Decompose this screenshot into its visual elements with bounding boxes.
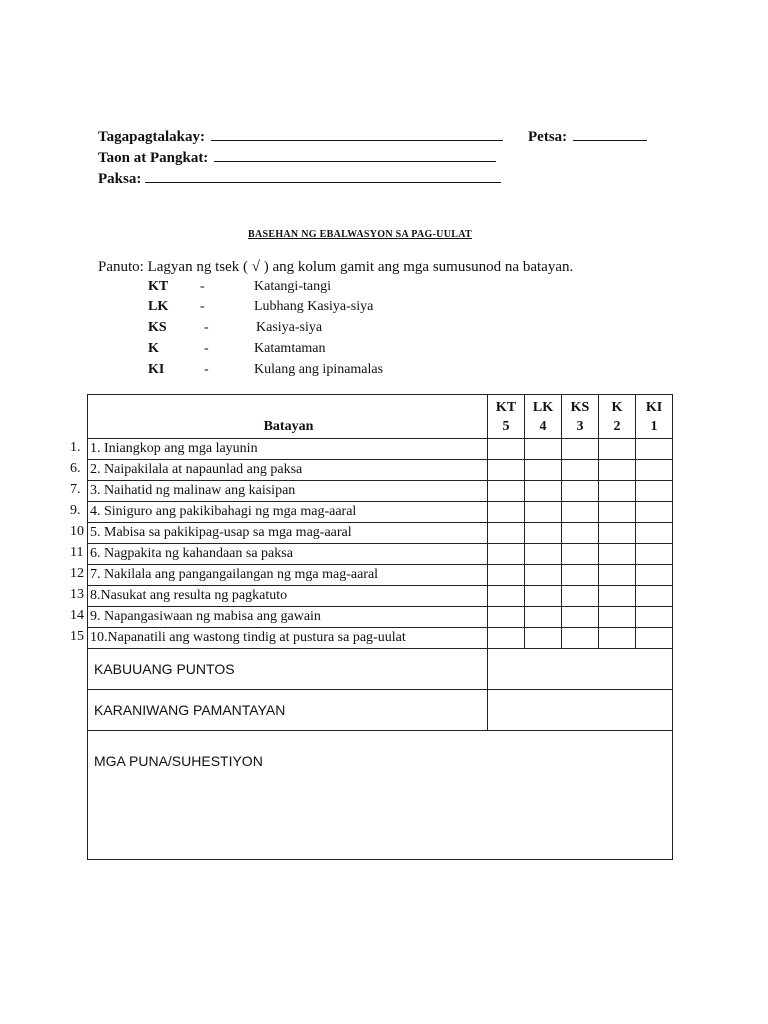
score-cell[interactable]: [525, 523, 562, 544]
remarks-label: MGA PUNA/SUHESTIYON: [94, 753, 263, 769]
row-number: 12: [70, 566, 84, 581]
year-section-field: [98, 149, 496, 167]
average-row: [88, 690, 673, 731]
score-cell[interactable]: [488, 502, 525, 523]
score-cell[interactable]: [488, 460, 525, 481]
row-number: 1.: [70, 440, 81, 455]
score-cell[interactable]: [636, 586, 673, 607]
score-cell[interactable]: [488, 439, 525, 460]
criterion-text: 9. Napangasiwaan ng mabisa ang gawain: [90, 609, 321, 624]
table-row: [88, 628, 673, 649]
criterion-text: 5. Mabisa sa pakikipag-usap sa mga mag-aaral: [90, 525, 352, 540]
presenter-label: Tagapagtalakay:: [98, 129, 205, 145]
total-label: KABUUANG PUNTOS: [88, 649, 488, 690]
score-cell[interactable]: [599, 523, 636, 544]
score-cell[interactable]: [562, 523, 599, 544]
date-field: [528, 128, 647, 146]
score-cell[interactable]: [562, 460, 599, 481]
table-row: [88, 607, 673, 628]
table-header-row: [88, 395, 673, 439]
score-cell[interactable]: [488, 544, 525, 565]
date-blank[interactable]: [573, 128, 647, 141]
score-cell[interactable]: [525, 502, 562, 523]
score-header-ki: KI 1: [636, 395, 673, 439]
row-number: 7.: [70, 482, 81, 497]
score-cell[interactable]: [525, 481, 562, 502]
criterion-text: 8.Nasukat ang resulta ng pagkatuto: [90, 588, 288, 603]
row-number: 15: [70, 629, 84, 644]
row-number: 6.: [70, 461, 81, 476]
year-section-label: Taon at Pangkat:: [98, 150, 209, 166]
table-row: [88, 439, 673, 460]
criterion-text: 7. Nakilala ang pangangailangan ng mga mag-aaral: [90, 567, 379, 582]
table-row: [88, 523, 673, 544]
topic-blank[interactable]: [145, 170, 501, 183]
row-number: 13: [70, 587, 84, 602]
score-cell[interactable]: [636, 481, 673, 502]
score-cell[interactable]: [636, 565, 673, 586]
score-cell[interactable]: [636, 502, 673, 523]
score-cell[interactable]: [599, 586, 636, 607]
row-number: 14: [70, 608, 84, 623]
criterion-text: 3. Naihatid ng malinaw ang kaisipan: [90, 483, 296, 498]
evaluation-table: [70, 394, 673, 860]
score-cell[interactable]: [599, 607, 636, 628]
score-cell[interactable]: [562, 481, 599, 502]
total-row: [88, 649, 673, 690]
score-cell[interactable]: [599, 565, 636, 586]
score-cell[interactable]: [599, 460, 636, 481]
score-cell[interactable]: [599, 544, 636, 565]
table-row: [88, 544, 673, 565]
score-cell[interactable]: [525, 460, 562, 481]
row-number: 11: [70, 545, 84, 560]
score-cell[interactable]: [525, 565, 562, 586]
average-value-cell[interactable]: [488, 690, 673, 731]
criterion-text: 2. Naipakilala at napaunlad ang paksa: [90, 462, 303, 477]
table-row: [88, 565, 673, 586]
score-cell[interactable]: [525, 607, 562, 628]
score-cell[interactable]: [562, 586, 599, 607]
score-cell[interactable]: [562, 502, 599, 523]
criterion-text: 1. Iniangkop ang mga layunin: [90, 441, 258, 456]
row-number: 9.: [70, 503, 81, 518]
topic-label: Paksa:: [98, 171, 142, 187]
criteria-header: Batayan: [88, 395, 488, 439]
score-cell[interactable]: [562, 439, 599, 460]
date-label: Petsa:: [528, 129, 568, 145]
score-cell[interactable]: [636, 523, 673, 544]
score-cell[interactable]: [488, 628, 525, 649]
table-row: [88, 586, 673, 607]
topic-field: [98, 170, 501, 188]
page-title: BASEHAN NG EBALWASYON SA PAG-UULAT: [248, 229, 472, 240]
criterion-text: 10.Napanatili ang wastong tindig at pustura sa pag-uulat: [90, 630, 406, 645]
year-section-blank[interactable]: [214, 149, 496, 162]
score-header-k: K 2: [599, 395, 636, 439]
presenter-blank[interactable]: [211, 128, 503, 141]
score-header-kt: KT 5: [488, 395, 525, 439]
score-cell[interactable]: [488, 565, 525, 586]
score-cell[interactable]: [562, 544, 599, 565]
score-cell[interactable]: [636, 607, 673, 628]
score-cell[interactable]: [525, 628, 562, 649]
score-cell[interactable]: [562, 607, 599, 628]
score-cell[interactable]: [636, 460, 673, 481]
table-row: [88, 460, 673, 481]
score-cell[interactable]: [599, 481, 636, 502]
score-cell[interactable]: [599, 439, 636, 460]
score-cell[interactable]: [636, 544, 673, 565]
average-label: KARANIWANG PAMANTAYAN: [88, 690, 488, 731]
score-cell[interactable]: [525, 544, 562, 565]
score-cell[interactable]: [488, 523, 525, 544]
table-row: [88, 502, 673, 523]
total-value-cell[interactable]: [488, 649, 673, 690]
remarks-cell[interactable]: [88, 731, 673, 860]
row-number: 10: [70, 524, 84, 539]
score-cell[interactable]: [599, 502, 636, 523]
score-cell[interactable]: [562, 565, 599, 586]
score-header-ks: KS 3: [562, 395, 599, 439]
table-row: [88, 481, 673, 502]
score-cell[interactable]: [599, 628, 636, 649]
score-cell[interactable]: [636, 628, 673, 649]
score-cell[interactable]: [636, 439, 673, 460]
instruction-text: Panuto: Lagyan ng tsek ( √ ) ang kolum gamit ang mga sumusunod na batayan.: [98, 259, 574, 275]
presenter-field: [98, 128, 503, 146]
score-cell[interactable]: [488, 607, 525, 628]
criterion-text: 4. Siniguro ang pakikibahagi ng mga mag-aaral: [90, 504, 357, 519]
score-cell[interactable]: [525, 439, 562, 460]
score-cell[interactable]: [488, 586, 525, 607]
remarks-row: [88, 731, 673, 860]
score-header-lk: LK 4: [525, 395, 562, 439]
score-cell[interactable]: [562, 628, 599, 649]
score-cell[interactable]: [488, 481, 525, 502]
score-cell[interactable]: [525, 586, 562, 607]
criterion-text: 6. Nagpakita ng kahandaan sa paksa: [90, 546, 293, 561]
